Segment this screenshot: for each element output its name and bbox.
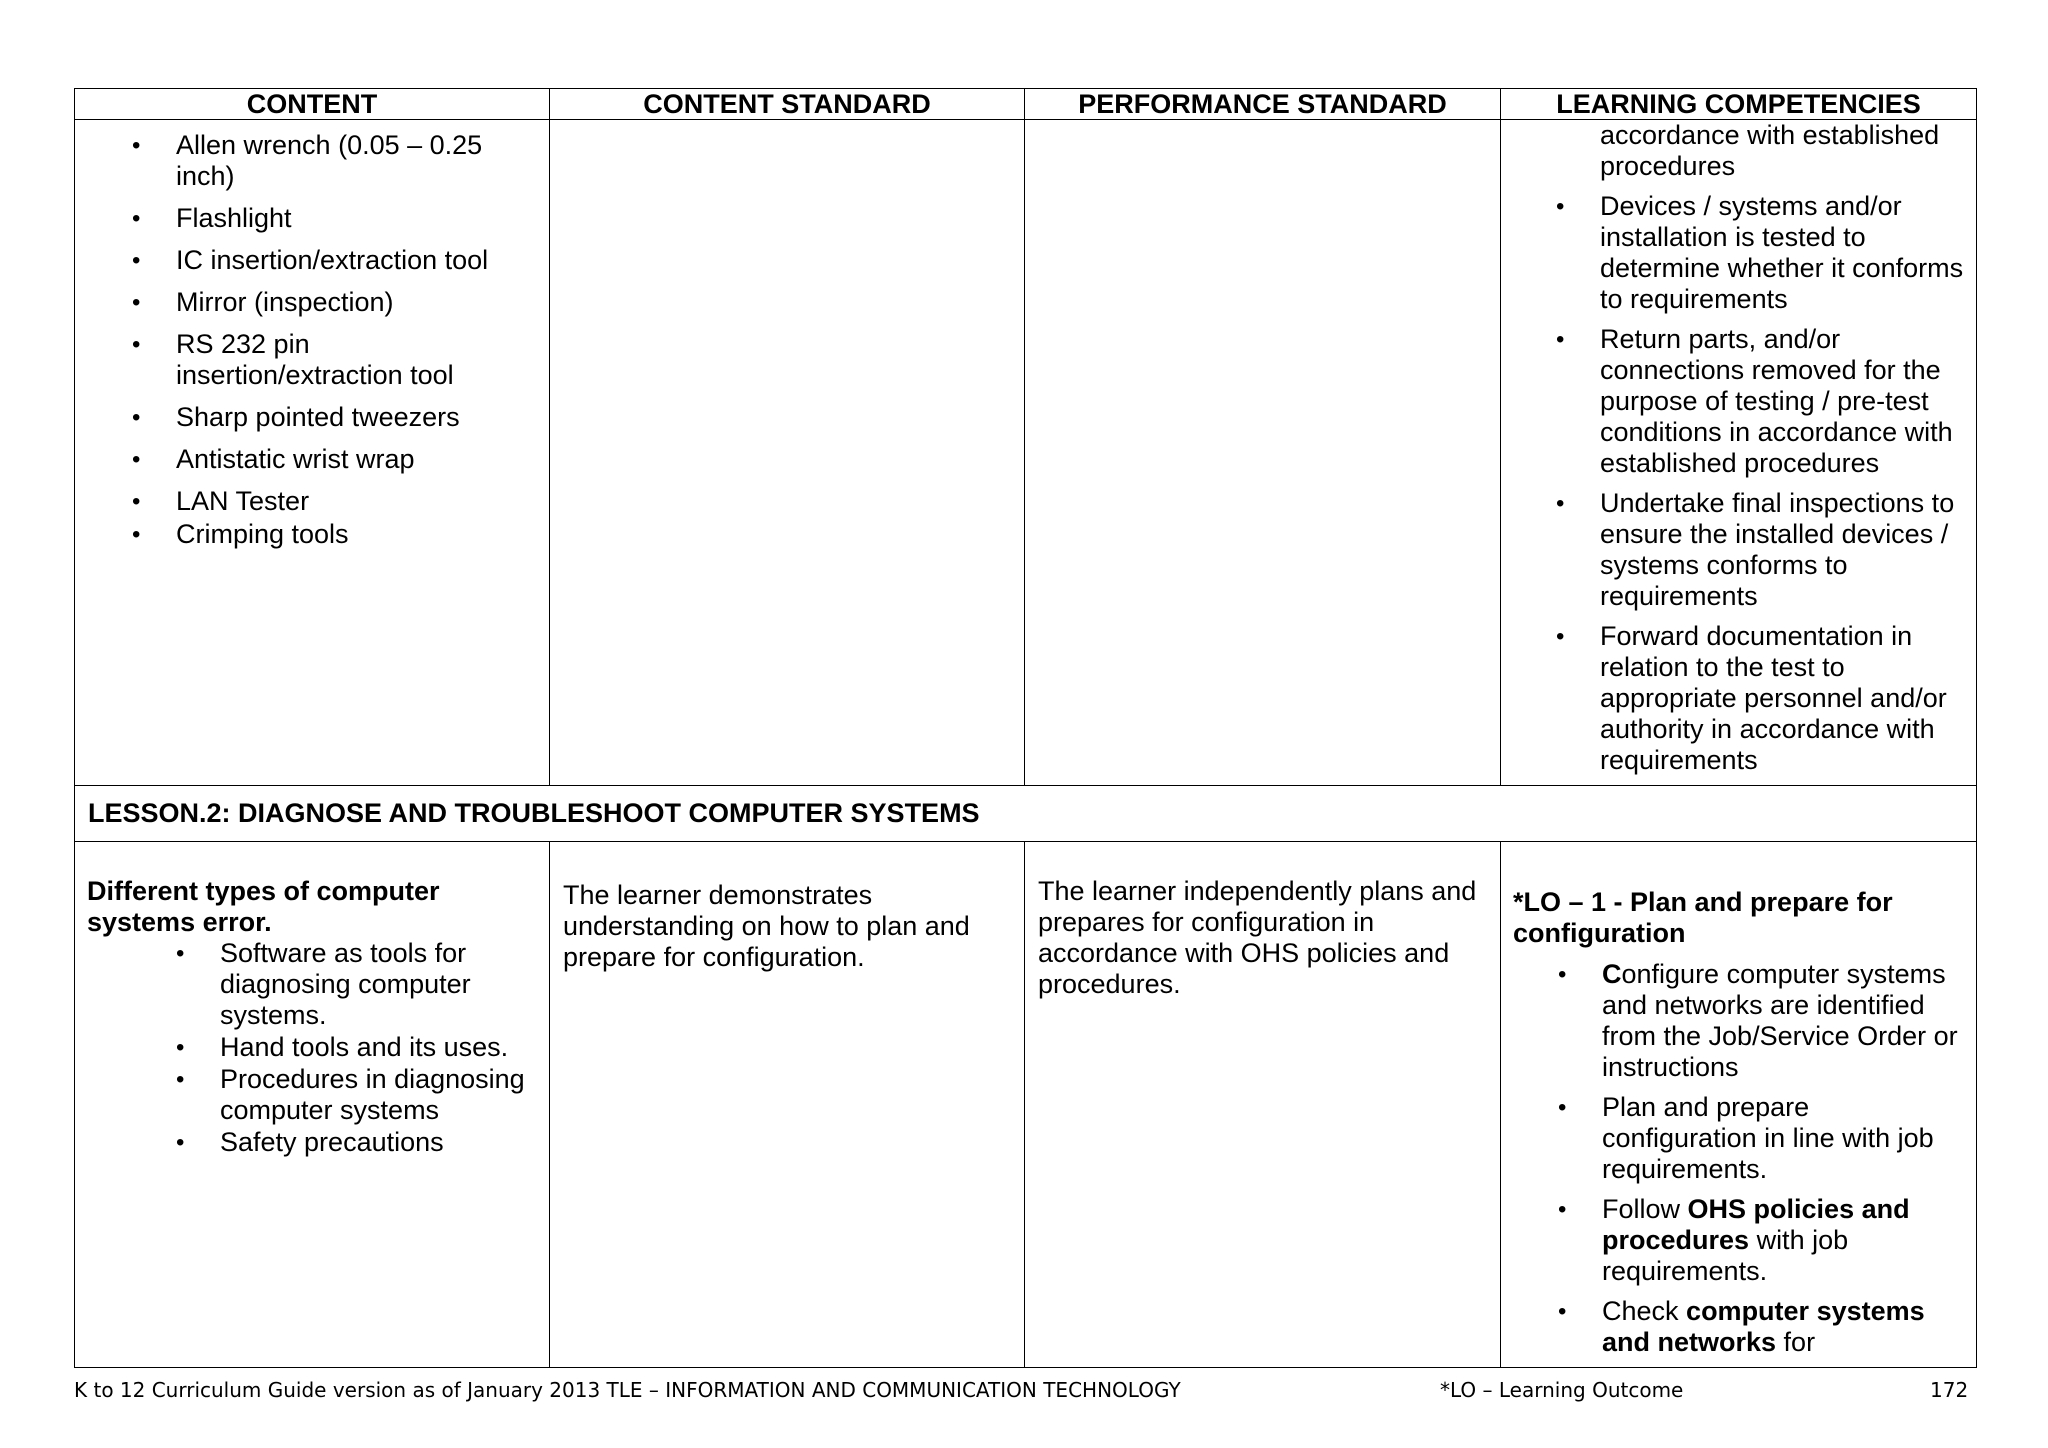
header-performance-standard: PERFORMANCE STANDARD [1025, 89, 1501, 120]
item-bold: computer systems and networks [1602, 1296, 1925, 1357]
tools-content-standard-cell [550, 120, 1025, 786]
content-heading: Different types of computer systems error. [87, 876, 440, 937]
list-item: • RS 232 pin insertion/extraction tool [176, 329, 529, 391]
content-standard-text: The learner demonstrates understanding on how to plan and prepare for configuration. [563, 880, 970, 972]
tools-row [75, 120, 1977, 786]
list-item: • Forward documentation in relation to the test to appropriate personnel and/or authority in accordance with requirements [1600, 621, 1966, 776]
item-text: with job requirements. [1602, 1225, 1849, 1286]
list-item: • Flashlight [176, 203, 529, 234]
footer-legend: *LO – Learning Outcome [1440, 1378, 1684, 1402]
list-item [1602, 1296, 1966, 1358]
tools-performance-standard-cell [1025, 120, 1501, 786]
list-item: • Procedures in diagnosing computer systems [220, 1064, 535, 1126]
header-row [75, 89, 1977, 120]
lo-list [1501, 959, 1976, 1358]
list-item: • Hand tools and its uses. [220, 1032, 535, 1063]
list-item: • Sharp pointed tweezers [176, 402, 529, 433]
list-item: • Software as tools for diagnosing computer systems. [220, 938, 535, 1031]
competency-continuation: accordance with established procedures [1600, 120, 1940, 181]
tools-content-cell [75, 120, 550, 786]
list-item: • Devices / systems and/or installation is tested to determine whether it conforms to requirements [1600, 191, 1966, 315]
list-item: • Return parts, and/or connections removed for the purpose of testing / pre-test conditions in accordance with established procedures [1600, 324, 1966, 479]
content-list [75, 938, 549, 1158]
item-text: for [1776, 1327, 1816, 1357]
curriculum-table [74, 88, 1977, 1368]
list-item: • Antistatic wrist wrap [176, 444, 529, 475]
header-content: CONTENT [75, 89, 550, 120]
item-bold: OHS policies and procedures [1602, 1194, 1910, 1255]
header-learning-competencies: LEARNING COMPETENCIES [1501, 89, 1977, 120]
item-text: onfigure computer systems and networks are identified from the Job/Service Order or instructions [1602, 959, 1958, 1082]
item-text: Follow [1602, 1194, 1688, 1224]
lesson-row [75, 786, 1977, 842]
bold-initial: C [1602, 959, 1622, 989]
list-item: • LAN Tester [176, 486, 529, 517]
lesson-2-row [75, 842, 1977, 1368]
lesson-2-performance-standard-cell [1025, 842, 1501, 1368]
list-item: • Undertake final inspections to ensure the installed devices / systems conforms to requirements [1600, 488, 1966, 612]
list-item: • Allen wrench (0.05 – 0.25 inch) [176, 130, 529, 192]
lesson-2-content-cell [75, 842, 550, 1368]
lo-heading: *LO – 1 - Plan and prepare for configuration [1513, 887, 1893, 948]
list-item [1602, 1194, 1966, 1287]
lesson-title: LESSON.2: DIAGNOSE AND TROUBLESHOOT COMPUTER SYSTEMS [75, 786, 1977, 842]
header-content-standard: CONTENT STANDARD [550, 89, 1025, 120]
performance-standard-text: The learner independently plans and prepares for configuration in accordance with OHS policies and procedures. [1038, 876, 1477, 999]
item-text: Check [1602, 1296, 1687, 1326]
tools-list [75, 130, 549, 550]
list-item: • Safety precautions [220, 1127, 535, 1158]
page-number: 172 [1930, 1378, 1969, 1402]
list-item: • Mirror (inspection) [176, 287, 529, 318]
tools-competencies-cell [1501, 120, 1977, 786]
footer-document-title: K to 12 Curriculum Guide version as of January 2013 TLE – INFORMATION AND COMMUNICATION TECHNOLOGY [74, 1378, 1181, 1402]
list-item [1602, 959, 1966, 1083]
list-item: • Crimping tools [176, 519, 529, 550]
lesson-2-content-standard-cell [550, 842, 1025, 1368]
competency-list [1501, 120, 1976, 776]
list-item: • Plan and prepare configuration in line with job requirements. [1602, 1092, 1966, 1185]
lesson-2-competencies-cell [1501, 842, 1977, 1368]
list-item: • IC insertion/extraction tool [176, 245, 529, 276]
